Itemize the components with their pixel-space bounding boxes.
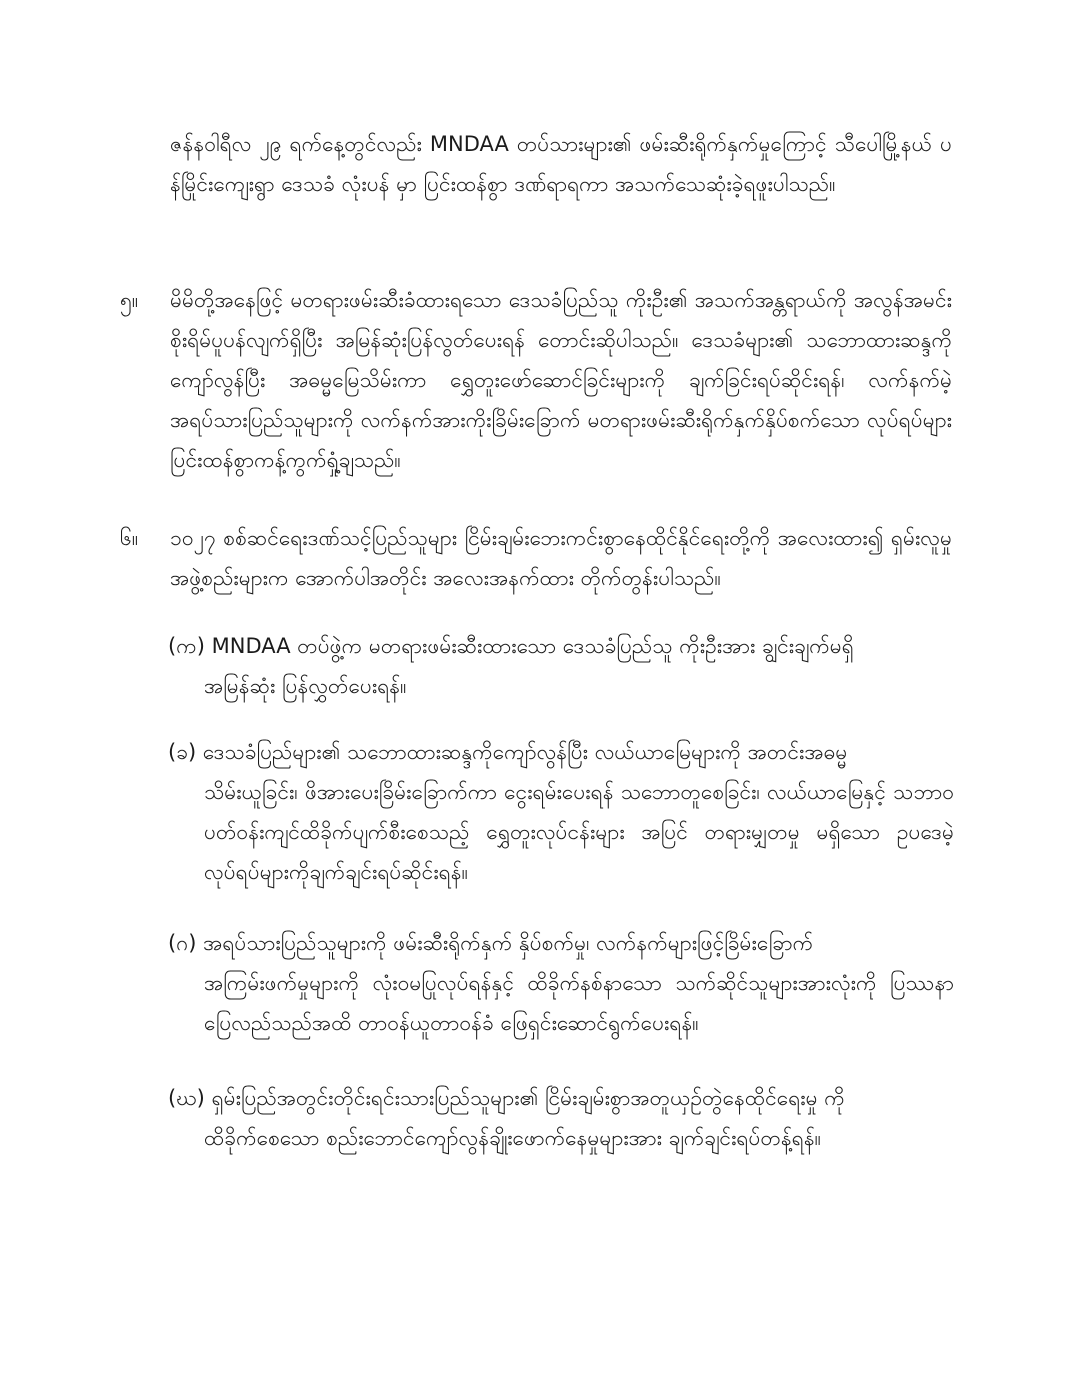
paragraph-5-number: ၅။ [120, 288, 139, 312]
demand-line1: အရပ်သားပြည်သူများကို ဖမ်းဆီးရိုက်နှက် နှိပ်စက်မှု၊ လက်နက်များဖြင့်ခြိမ်းခြောက် [203, 931, 814, 955]
demand-label: (ဃ) [168, 1086, 205, 1110]
paragraph-5 [120, 280, 952, 480]
demand-label: (ဂ) [168, 931, 197, 955]
paragraph-5-text: မိမိတို့အနေဖြင့် မတရားဖမ်းဆီးခံထားရသော ဒေသခံပြည်သူ ကိုးဦး၏ အသက်အန္တရာယ်ကို အလွန်အမင်းစိုးရိမ်ပူပန်လျက်ရှိပြီး အမြန်ဆုံးပြန်လွတ်ပေးရန် တောင်းဆိုပါသည်။ ဒေသခံများ၏ သဘောထားဆန္ဒကိုကျော်လွန်ပြီး အဓမ္မမြေသိမ်းကာ ရွှေတူးဖော်ဆောင်ခြင်းများကို ချက်ခြင်းရပ်ဆိုင်းရန်၊ လက်နက်မဲ့ အရပ်သားပြည်သူများကို လက်နက်အားကိုးခြိမ်းခြောက် မတရားဖမ်းဆီးရိုက်နှက်နှိပ်စက်သော လုပ်ရပ်များပြင်းထန်စွာကန့်ကွက်ရှုံ့ချသည်။ [170, 288, 952, 472]
intro-continuation-text: ဇန်နဝါရီလ ၂၉ ရက်နေ့တွင်လည်း MNDAA တပ်သားများ၏ ဖမ်းဆီးရိုက်နှက်မှုကြောင့် သီပေါမြို့နယ် ပန်မြိုင်းကျေးရွာ ဒေသခံ လုံးပန် မှာ ပြင်းထန်စွာ ဒဏ်ရာရကာ အသက်သေဆုံးခဲ့ရဖူးပါသည်။ [170, 132, 952, 196]
demand-rest: သိမ်းယူခြင်း၊ ဖိအားပေးခြိမ်းခြောက်ကာ ငွေးရမ်းပေးရန် သဘောတူစေခြင်း၊ လယ်ယာမြေနှင့် သဘာဝပတ်ဝန်းကျင်ထိခိုက်ပျက်စီးစေသည့် ရွှေတူးလုပ်ငန်းများ အပြင် တရားမျှတမှု မရှိသော ဥပဒေမဲ့လုပ်ရပ်များကိုချက်ချင်းရပ်ဆိုင်းရန်။ [204, 780, 954, 884]
demand-rest: အကြမ်းဖက်မှုများကို လုံးဝမပြုလုပ်ရန်နှင့် ထိခိုက်နစ်နာသော သက်ဆိုင်သူများအားလုံးကို ပြဿနာ ပြေလည်သည်အထိ တာဝန်ယူတာဝန်ခံ ဖြေရှင်းဆောင်ရွက်ပေးရန်။ [204, 971, 954, 1035]
demand-rest: ထိခိုက်စေသော စည်းဘောင်ကျော်လွန်ချိုးဖောက်နေမှုများအား ချက်ချင်းရပ်တန့်ရန်။ [204, 1126, 822, 1150]
demand-label: (ခ) [168, 740, 197, 764]
demand-item-nga [168, 1078, 954, 1158]
demand-label: (က) [168, 634, 205, 658]
demand-line1: MNDAA တပ်ဖွဲ့က မတရားဖမ်းဆီးထားသော ဒေသခံပြည်သူ ကိုးဦးအား ချွင်းချက်မရှိ [211, 634, 854, 658]
demand-item-ka [168, 626, 954, 706]
demand-item-kha [168, 732, 954, 892]
paragraph-6-number: ၆။ [120, 526, 139, 550]
demand-rest: အမြန်ဆုံး ပြန်လွှတ်ပေးရန်။ [204, 674, 407, 698]
demand-line1: ရှမ်းပြည်အတွင်းတိုင်းရင်းသားပြည်သူများ၏ ငြိမ်းချမ်းစွာအတူယှဉ်တွဲနေထိုင်ရေးမှု ကို [211, 1086, 845, 1110]
paragraph-6 [120, 518, 952, 598]
demand-item-ga [168, 923, 954, 1043]
demand-line1: ဒေသခံပြည်များ၏ သဘောထားဆန္ဒကိုကျော်လွန်ပြီး လယ်ယာမြေများကို အတင်းအဓမ္မ [202, 740, 848, 764]
paragraph-6-text: ၁၀၂၇ စစ်ဆင်ရေးဒဏ်သင့်ပြည်သူများ ငြိမ်းချမ်းဘေးကင်းစွာနေထိုင်နိုင်ရေးတို့ကို အလေးထား၍ ရှမ်းလူမှုအဖွဲ့စည်းများက အောက်ပါအတိုင်း အလေးအနက်ထား တိုက်တွန်းပါသည်။ [170, 526, 952, 590]
intro-continuation-paragraph [170, 124, 952, 204]
